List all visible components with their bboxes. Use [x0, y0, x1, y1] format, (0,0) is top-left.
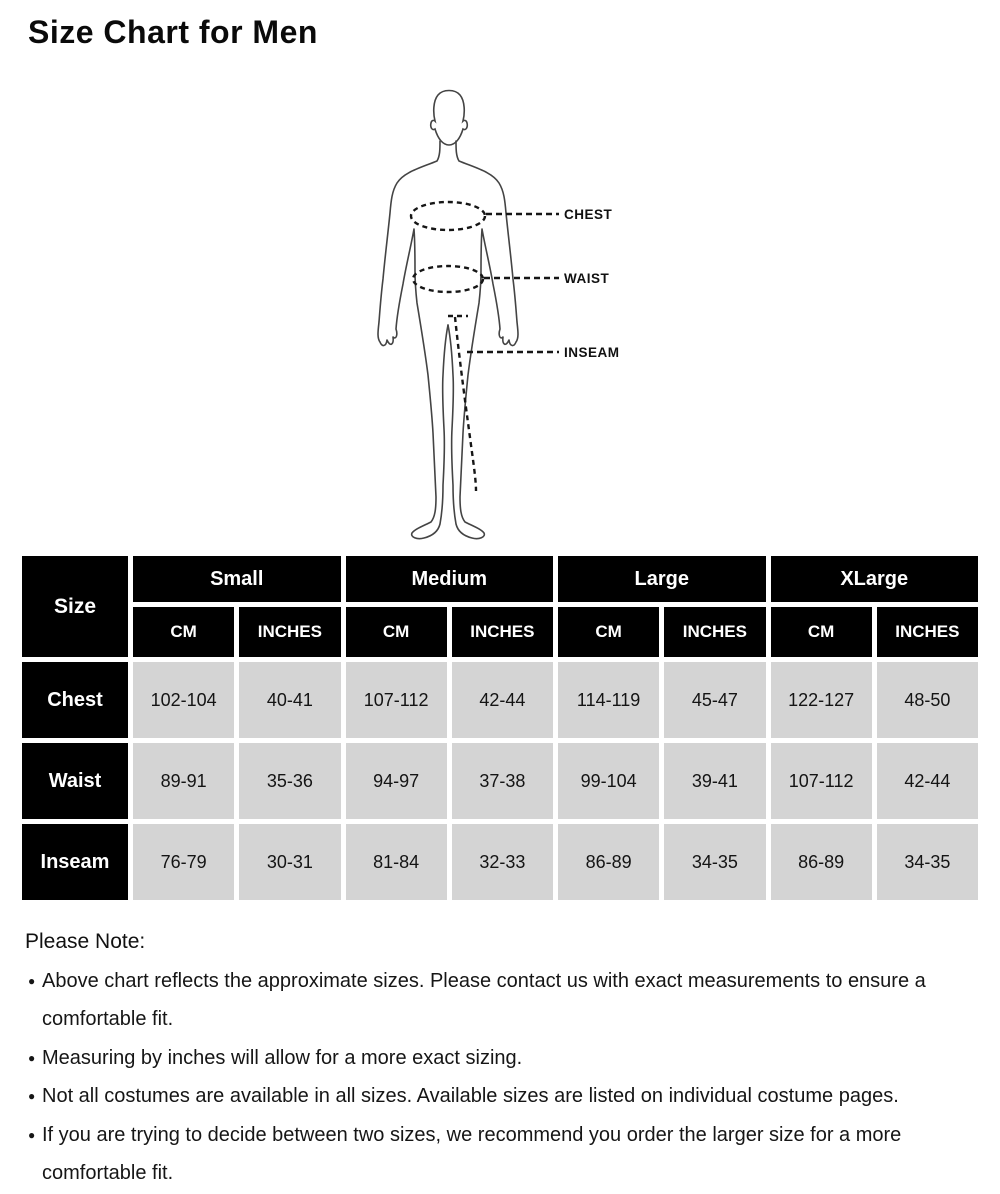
cell-chest-large-inches: 45-47	[664, 662, 765, 738]
cell-waist-large-inches: 39-41	[664, 743, 765, 819]
unit-header: CM	[558, 607, 659, 657]
figure-body-outline-right	[448, 141, 518, 539]
unit-header: CM	[346, 607, 447, 657]
inseam-label: INSEAM	[564, 345, 620, 360]
body-measurement-diagram	[370, 85, 630, 545]
row-label-inseam: Inseam	[22, 824, 128, 900]
waist-measure-ellipse	[413, 266, 483, 292]
cell-chest-small-inches: 40-41	[239, 662, 340, 738]
note-text: Above chart reflects the approximate sizes. Please contact us with exact measurements to ensure a comfortable fit.	[42, 969, 926, 1030]
cell-inseam-medium-cm: 81-84	[346, 824, 447, 900]
unit-header: INCHES	[239, 607, 340, 657]
table-row-inseam	[22, 824, 978, 900]
note-item	[25, 1039, 965, 1078]
notes-heading: Please Note:	[25, 930, 146, 953]
cell-chest-small-cm: 102-104	[133, 662, 234, 738]
size-group-header-xlarge: XLarge	[771, 556, 979, 602]
note-text: Not all costumes are available in all sizes. Available sizes are listed on individual costume pages.	[42, 1085, 899, 1107]
cell-waist-medium-inches: 37-38	[452, 743, 553, 819]
cell-inseam-small-inches: 30-31	[239, 824, 340, 900]
bullet-icon: ●	[28, 973, 36, 988]
page-title: Size Chart for Men	[28, 14, 318, 50]
unit-header: INCHES	[664, 607, 765, 657]
note-item	[25, 1077, 965, 1116]
cell-waist-xlarge-cm: 107-112	[771, 743, 872, 819]
bullet-icon: ●	[28, 1127, 36, 1142]
cell-inseam-xlarge-cm: 86-89	[771, 824, 872, 900]
table-corner-header: Size	[22, 556, 128, 657]
row-label-waist: Waist	[22, 743, 128, 819]
note-text: Measuring by inches will allow for a more exact sizing.	[42, 1046, 523, 1069]
cell-waist-medium-cm: 94-97	[346, 743, 447, 819]
table-row-waist	[22, 743, 978, 819]
cell-inseam-large-inches: 34-35	[664, 824, 765, 900]
chest-measure-ellipse	[411, 202, 485, 230]
bullet-icon: ●	[28, 1089, 36, 1103]
cell-chest-large-cm: 114-119	[558, 662, 659, 738]
cell-inseam-medium-inches: 32-33	[452, 824, 553, 900]
chest-label: CHEST	[564, 207, 613, 222]
size-group-header-medium: Medium	[346, 556, 554, 602]
unit-header: CM	[133, 607, 234, 657]
figure-head-outline	[431, 91, 468, 146]
cell-chest-xlarge-inches: 48-50	[877, 662, 978, 738]
size-group-header-large: Large	[558, 556, 766, 602]
note-text: If you are trying to decide between two sizes, we recommend you order the larger size for a more comfortable fit.	[42, 1123, 902, 1184]
note-item	[25, 1116, 965, 1193]
cell-waist-small-cm: 89-91	[133, 743, 234, 819]
row-label-chest: Chest	[22, 662, 128, 738]
body-figure-illustration	[370, 85, 630, 545]
cell-waist-xlarge-inches: 42-44	[877, 743, 978, 819]
cell-waist-large-cm: 99-104	[558, 743, 659, 819]
table-row-chest	[22, 662, 978, 738]
cell-chest-medium-inches: 42-44	[452, 662, 553, 738]
cell-chest-xlarge-cm: 122-127	[771, 662, 872, 738]
waist-label: WAIST	[564, 271, 610, 286]
unit-header: INCHES	[877, 607, 978, 657]
size-group-header-small: Small	[133, 556, 341, 602]
cell-inseam-large-cm: 86-89	[558, 824, 659, 900]
notes-section	[25, 923, 965, 1193]
cell-inseam-small-cm: 76-79	[133, 824, 234, 900]
cell-inseam-xlarge-inches: 34-35	[877, 824, 978, 900]
figure-body-outline-left	[378, 141, 448, 539]
cell-chest-medium-cm: 107-112	[346, 662, 447, 738]
note-item	[25, 962, 965, 1039]
size-chart-table	[17, 551, 983, 905]
unit-header: CM	[771, 607, 872, 657]
unit-header: INCHES	[452, 607, 553, 657]
cell-waist-small-inches: 35-36	[239, 743, 340, 819]
bullet-icon: ●	[28, 1050, 36, 1065]
